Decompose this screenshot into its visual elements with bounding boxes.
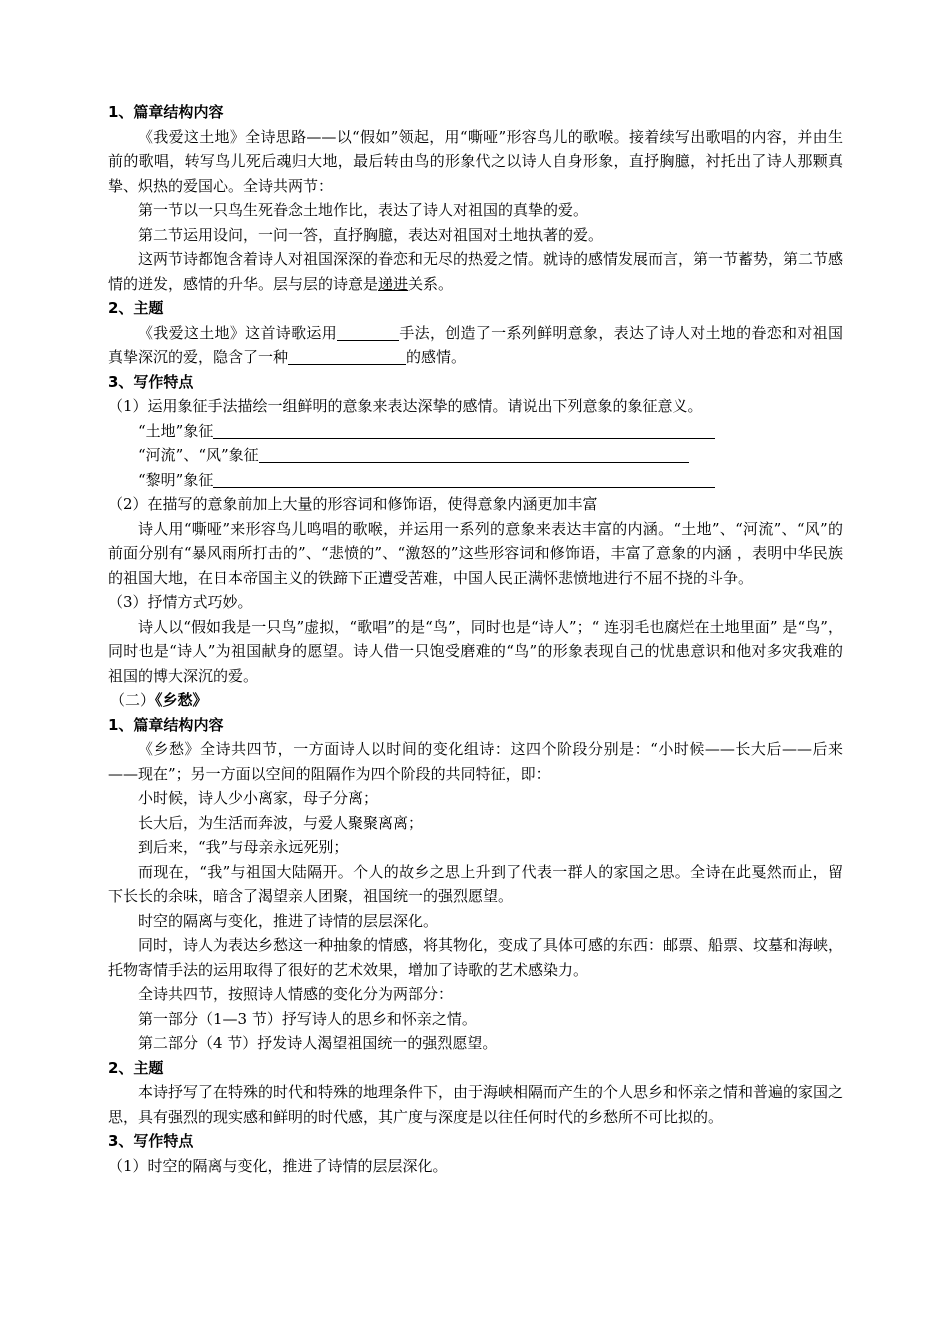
fill-label: “黎明”象征 (138, 470, 214, 489)
fill-line (108, 443, 843, 468)
paragraph: 诗人用“嘶哑”来形容鸟儿鸣唱的歌喉，并运用一系列的意象来表达丰富的内涵。“土地”、“河流”、“风”的前面分别有“暴风雨所打击的”、“悲愤的”、“激怒的”这些形容词和修饰语，丰富了意象的内涵 ，表明中华民族的祖国大地，在日本帝国主义的铁蹄下正遭受苦难，中国人民正满怀悲愤地进行不屈不挠的斗争。 (108, 519, 843, 587)
section-title (108, 688, 843, 713)
paragraph: 而现在，“我”与祖国大陆隔开。个人的故乡之思上升到了代表一群人的家国之思。全诗在此戛然而止，留下长长的余味，暗含了渴望亲人团聚，祖国统一的强烈愿望。 (108, 862, 843, 905)
paragraph-text: 关系。 (408, 274, 454, 293)
paragraph: 第二部分（4 节）抒发诗人渴望祖国统一的强烈愿望。 (138, 1034, 498, 1052)
question-text: 的感情。 (406, 348, 467, 366)
paragraph: 第二节运用设问，一问一答，直抒胸臆，表达对祖国对土地执著的爱。 (138, 225, 604, 244)
fill-line (108, 419, 843, 444)
paragraph: 第一节以一只鸟生死眷念土地作比，表达了诗人对祖国的真挚的爱。 (138, 201, 589, 219)
section-heading: 3、写作特点 (108, 372, 194, 391)
paragraph: 全诗共四节，按照诗人情感的变化分为两部分： (138, 985, 454, 1003)
fill-line (108, 468, 843, 493)
paragraph: 小时候，诗人少小离家，母子分离； (138, 789, 379, 807)
paragraph: 诗人以“假如我是一只鸟”虚拟，“歌唱”的是“鸟”，同时也是“诗人”；“ 连羽毛也腐烂在土地里面” 是“鸟”，同时也是“诗人”为祖国献身的愿望。诗人借一只饱受磨难的“鸟”的形象表现自己的忧患意识和他对多灾我难的祖国的博大深沉的爱。 (108, 617, 843, 685)
fill-label: “土地”象征 (138, 421, 214, 440)
section-heading: 1、篇章结构内容 (108, 715, 224, 734)
sub-point: （2）在描写的意象前加上大量的形容词和修饰语，使得意象内涵更加丰富 (108, 495, 598, 513)
question-text: 《我爱这土地》这首诗歌运用 (138, 323, 338, 342)
sub-point: （1）运用象征手法描绘一组鲜明的意象来表达深挚的感情。请说出下列意象的象征意义。 (108, 397, 703, 415)
fill-label: “河流”、“风”象征 (138, 446, 259, 464)
paragraph: 第一部分（1—3 节）抒写诗人的思乡和怀亲之情。 (138, 1009, 477, 1028)
section-heading: 3、写作特点 (108, 1132, 194, 1150)
section-heading: 2、主题 (108, 299, 164, 317)
question-text: 手法，创造了一系列鲜明意象，表达了诗人对土地的眷恋和对祖国真挚深沉的爱，隐含了一种 (108, 323, 843, 366)
paragraph: 《乡愁》全诗共四节，一方面诗人以时间的变化组诗：这四个阶段分别是：“小时候——长大后——后来——现在”；另一方面以空间的阻隔作为四个阶段的共同特征，即： (108, 740, 843, 783)
paragraph: 时空的隔离与变化，推进了诗情的层层深化。 (138, 911, 439, 930)
paragraph: 本诗抒写了在特殊的时代和特殊的地理条件下，由于海峡相隔而产生的个人思乡和怀亲之情和普遍的家国之思，具有强烈的现实感和鲜明的时代感，其广度与深度是以往任何时代的乡愁所不可比拟的。 (108, 1083, 844, 1126)
paragraph-text: 这两节诗都饱含着诗人对祖国深深的眷恋和无尽的热爱之情。就诗的感情发展而言，第一节蓄势，第二节感情的迸发，感情的升华。层与层的诗意是 (108, 250, 844, 293)
underlined-text: 递进 (378, 274, 409, 293)
paragraph: 到后来，“我”与母亲永远死别； (138, 838, 349, 856)
paragraph: 长大后，为生活而奔波，与爱人聚聚离离； (138, 813, 424, 832)
paragraph: 同时，诗人为表达乡愁这一种抽象的情感，将其物化，变成了具体可感的东西：邮票、船票、坟墓和海峡，托物寄情手法的运用取得了很好的艺术效果，增加了诗歌的艺术感染力。 (108, 936, 844, 979)
paragraph: 《我爱这土地》全诗思路——以“假如”领起，用“嘶哑”形容鸟儿的歌喉。接着续写出歌唱的内容，并由生前的歌唱，转写鸟儿死后魂归大地，最后转由鸟的形象代之以诗人自身形象，直抒胸臆，衬托出了诗人那颗真挚、炽热的爱国心。全诗共两节： (108, 127, 843, 195)
poem-title: 《乡愁》 (155, 691, 208, 709)
answer-blank[interactable] (213, 422, 715, 439)
document-page (108, 100, 843, 1178)
sub-point: （3）抒情方式巧妙。 (108, 593, 253, 611)
answer-blank[interactable] (288, 348, 406, 365)
fill-in-question (108, 321, 843, 370)
section-heading: 2、主题 (108, 1058, 164, 1077)
answer-blank[interactable] (213, 471, 715, 488)
section-number: （二） (110, 691, 156, 709)
answer-blank[interactable] (337, 324, 399, 341)
sub-point: （1）时空的隔离与变化，推进了诗情的层层深化。 (108, 1156, 448, 1175)
paragraph (108, 247, 843, 296)
section-heading: 1、篇章结构内容 (108, 103, 224, 121)
answer-blank[interactable] (259, 446, 689, 463)
